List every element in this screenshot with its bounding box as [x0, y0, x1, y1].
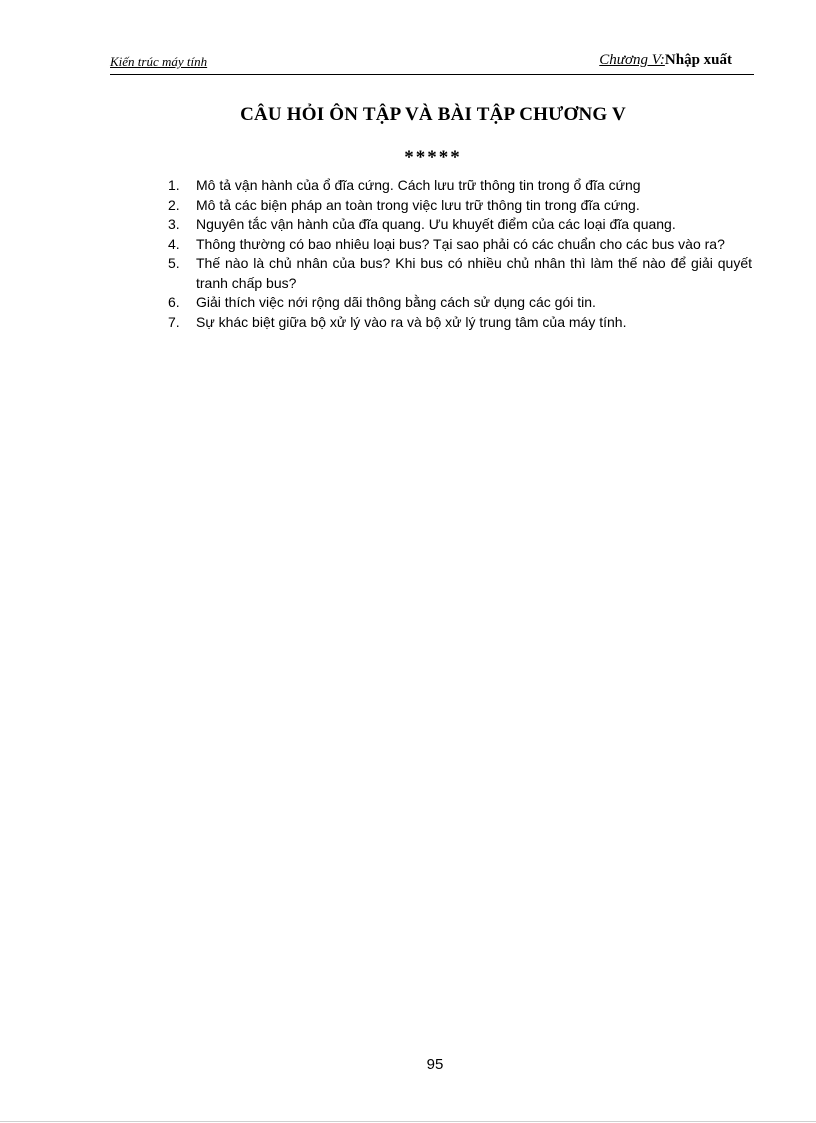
list-item	[168, 215, 752, 235]
question-text: Mô tả các biện pháp an toàn trong việc lưu trữ thông tin trong đĩa cứng.	[196, 196, 640, 213]
question-list	[168, 176, 752, 332]
title-separator: *****	[404, 147, 462, 168]
header-chapter-topic: Nhập xuất	[664, 52, 732, 68]
list-item	[168, 254, 752, 293]
question-number: 1.	[168, 177, 180, 193]
list-item	[168, 313, 752, 333]
header-chapter	[599, 52, 732, 69]
page-title: CÂU HỎI ÔN TẬP VÀ BÀI TẬP CHƯƠNG V	[240, 104, 626, 125]
header-chapter-label: Chương V:	[599, 52, 665, 68]
question-text: Giải thích việc nới rộng dãi thông bằng cách sử dụng các gói tin.	[196, 294, 596, 310]
question-number: 3.	[168, 216, 180, 232]
question-text: Mô tả vận hành của ổ đĩa cứng. Cách lưu trữ thông tin trong ổ đĩa cứng	[196, 177, 641, 193]
question-number: 7.	[168, 313, 180, 330]
page-number: 95	[426, 1056, 444, 1073]
question-text: Thông thường có bao nhiêu loại bus? Tại sao phải có các chuẩn cho các bus vào ra?	[196, 235, 725, 252]
question-number: 4.	[168, 235, 180, 252]
question-text: Sự khác biệt giữa bộ xử lý vào ra và bộ xử lý trung tâm của máy tính.	[196, 313, 627, 330]
question-number: 6.	[168, 294, 180, 310]
question-text: Thế nào là chủ nhân của bus? Khi bus có nhiều chủ nhân thì làm thế nào để giải quyết tranh chấp bus?	[196, 255, 752, 291]
list-item	[168, 196, 752, 216]
question-number: 5.	[168, 255, 180, 271]
list-item	[168, 176, 752, 196]
header-book-title: Kiến trúc máy tính	[110, 54, 208, 69]
question-text: Nguyên tắc vận hành của đĩa quang. Ưu khuyết điểm của các loại đĩa quang.	[196, 216, 676, 232]
page-header	[110, 50, 754, 75]
question-number: 2.	[168, 196, 180, 213]
page-bottom-divider	[0, 1121, 816, 1122]
list-item	[168, 235, 752, 255]
list-item	[168, 293, 752, 313]
